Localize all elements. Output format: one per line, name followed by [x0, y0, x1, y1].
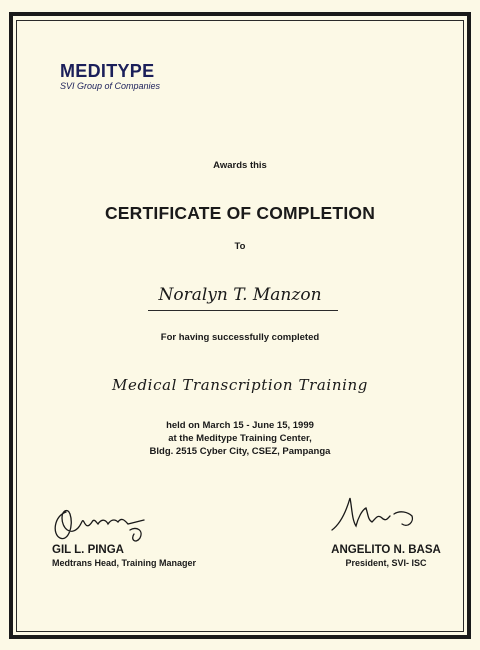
recipient-name: Noralyn T. Manzon [158, 285, 322, 305]
brand-logo [60, 62, 160, 91]
held-line: held on March 15 - June 15, 1999 [166, 420, 314, 431]
signatory-left-title: Medtrans Head, Training Manager [52, 558, 197, 568]
brand-subtitle: SVI Group of Companies [60, 81, 161, 91]
held-line: Bldg. 2515 Cyber City, CSEZ, Pampanga [149, 446, 331, 457]
course-name: Medical Transcription Training [112, 376, 368, 394]
held-line: at the Meditype Training Center, [168, 433, 312, 444]
to-text: To [234, 241, 246, 252]
recipient-underline [148, 310, 338, 311]
right-signature [328, 488, 428, 538]
brand-name: MEDITYPE [60, 61, 155, 81]
signatory-left-name: GIL L. PINGA [52, 544, 124, 556]
signatory-right-title: President, SVI- ISC [345, 558, 427, 568]
signatory-right-name: ANGELITO N. BASA [331, 544, 441, 556]
certificate-title: CERTIFICATE OF COMPLETION [104, 203, 376, 223]
held-details [16, 419, 464, 458]
awards-text: Awards this [213, 160, 267, 171]
completion-text: For having successfully completed [160, 332, 320, 343]
signatory-left [52, 543, 196, 569]
signatory-right [318, 543, 454, 569]
